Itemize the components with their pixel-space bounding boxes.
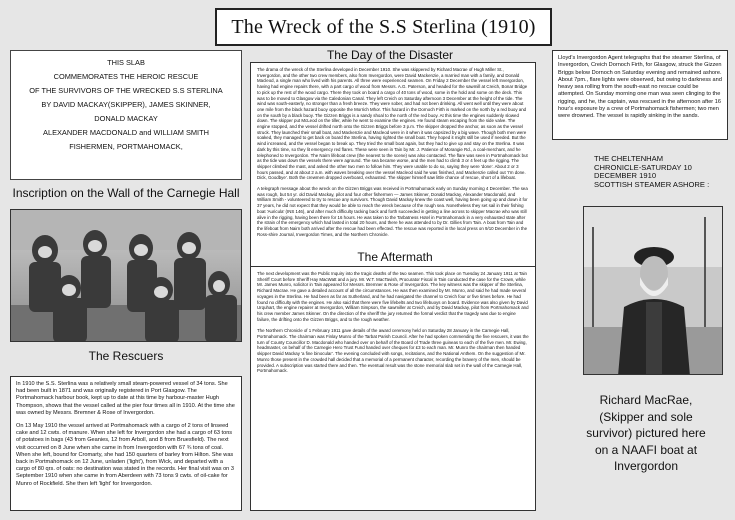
aftermath-text	[250, 266, 536, 511]
slab-line: ALEXANDER MACDONALD and WILLIAM SMITH	[43, 128, 209, 137]
slab-line: BY DAVID MACKAY(SKIPPER), JAMES SKINNER,	[41, 100, 211, 109]
chronicle-line: SCOTTISH STEAMER ASHORE :	[594, 179, 710, 189]
caption-line: Invergordon	[613, 459, 679, 473]
inscription-caption: Inscription on the Wall of the Carnegie Hall	[12, 186, 240, 200]
slab-line: THIS SLAB	[107, 58, 145, 67]
caption-line: on a NAAFI boat at	[594, 442, 698, 457]
rescuers-text	[10, 376, 242, 511]
page-title: The Wreck of the S.S Sterlina (1910)	[215, 8, 552, 46]
caption-line: (Skipper and sole	[599, 409, 693, 424]
macrae-caption	[560, 392, 732, 475]
chronicle-line: THE CHELTENHAM	[594, 154, 664, 163]
rescuers-heading: The Rescuers	[88, 349, 164, 363]
slab-line: OF THE SURVIVORS OF THE WRECKED S.S STERLINA	[29, 86, 223, 95]
slab-line: FISHERMEN, PORTMAHOMACK,	[69, 142, 183, 151]
slab-inscription	[10, 50, 242, 180]
paragraph: The drama of the wreck of the Sterlina developed in December 1910. She was skippered by Richard Macrae of Hugh Miller St., Invergordon, and the other two crew members, also from Invergordon, were David Mackenzie, a married man with a family, and Donald Macleod, a single man who lived with his parents. All three were experienced seamen. On Friday 2 December the vessel left Invergordon, having had engine repairs there, with a part cargo of wood from Messrs. A.G. Paterson, and headed for the sawmill at Creich, Bonar Bridge to pick up the rest of the wood cargo. There they took on board a cargo of 40 tons of wood, some in the hold and some on the deck. This was to be moved to Glasgow via the Caledonian Canal. They left Creich on Saturday afternoon 3 December at the height of the tide. The wind was south-easterly, no stronger than a fresh breeze. They were sober, and had not been drinking. All went well until they were about one mile from the black hazard buoy opposite the Morrich Mhor. This hazard in the Dornoch Firth is marked on the north by a red buoy and on the south by a black buoy. The Gizzen Briggs is a sandy shoal to the north of the red buoy. At this time the engines suddenly slowed down. The skipper put McLeod on the tiller, while he went to examine the engines. He found steam escaping from the side valve. The engine stopped, and the vessel drifted north onto the Gizzen Briggs before 3 p.m. The skipper dropped the anchor, as soon as the vessel struck. They launched their small boat, and Mackenzie and Macleod were in it when it was capsized by a big wave. Though both men were soaked, they managed to get back on board the Sterlina, having righted the small boat. They hoped it might still be used if needed. But the wind increased, and the vessel began to break up. They tried the small boat again, but they had to give up and stay on the Sterlina. It was dark by this time, so they lit emergency red flares. These were seen in Tain by Mr. J. Patience of Morangie Rd., a coal-merchant, and he telephoned to Invergordon. The Nairn lifeboat crew (the nearest to the scene) was also contacted. The flare was seen in Portmahomack but as the tide was down the vessels there were aground. The sea became worse, and the men had to climb 3 or 4 feet up the rigging. The skipper climbed the mast, and asked the other two men to follow him. They were unable to do so, saying they were 'done'. About 2 or 3 hours passed, and at about 2 a.m. with waves breaking over the vessel Macleod said he was finished, and Mackenzie called out 'I'm done. Dick, Goodbye'. Both the crewmen dropped overboard, exhausted. The skipper himself saw little chance of rescue, short of a lifeboat.	[257, 67, 528, 181]
telegram-text: Lloyd's Invergordon Agent telegraphs that the steamer Sterlina, of Invergordon, Creich Dornoch Firth, for Glasgow, struck the Gizzen Briggs below Dornoch on Saturday evening and remained ashore. About 7pm., flare lights were observed, but owing to darkness and heavy sea rolling from the south-east no rescue could be attempted. On Sunday morning one man was seen clinging to the rigging, and he, the captain, was rescued in the afternoon after 16 hour's exposure by a crew of Portmahomack fishermen; two men were drowned. The vessel is rapidly sinking in the sands.	[552, 50, 728, 140]
chronicle-line: DECEMBER 1910	[594, 171, 657, 181]
paragraph: The next development was the Public Inquiry into the tragic deaths of the two seamen. This took place on Tuesday 24 January 1911 at Tain Sheriff Court before Sheriff Hay MacWatt and a jury. Mr. W.T. MacTavish, Procurator Fiscal in Tain conducted the case for the Crown, while Mr. James Munro, solicitor in Tain appeared for Messrs. Bremner & Rose of Invergordon. The key witness was the skipper of the Sterlina, Richard Macrae. He gave a detailed account of all the circumstances. He was then examined by Mr. Munro, and said he had made several voyages in the Sterlina. He had been as far as Sutherland, and he had navigated the channel to Creich four or five times before. He had found no difficulty with the engines. He also said that there were five lifebelts and two lifebuoys on board. Evidence was also given by David Urquhart, the engine repairer at Invergordon, William Simpson, the sawmiller at Creich, and by David Mackay, pilot from Portmahomack and his crew member James Skinner. On the direction of the sheriff the jury returned the formal verdict that the tragedy was due to engine failure, the drifting onto the Gizzen Briggs, and to the rough weather.	[257, 271, 529, 322]
slab-line: COMMEMORATES THE HEROIC RESCUE	[53, 72, 199, 81]
paragraph: On 13 May 1910 the vessel arrived at Portmahomack with a cargo of 2 tons of linseed cake and 12 cwts. of manure. When she left for Invergordon she had a cargo of 63 tons of potatoes in bags (43 from Geanies, 12 from Arboll, and 8 from Bruesfield). The next visit occurred on 8 June when she came in from Invergordon with 67 ¾ tons of coal. When she left, bound for Cromarty, she had 150 quarters of barley from Hilton. She was back in Portmahomack on 12 June, unladen ('light'), from Wick, and departed with a cargo of 80 qrs. of oats: no destination was stated in the records. Her final visit was on 3 September 1910 when she came in from Aberdeen with 73 tons 9 cwts. of oil-cake for Munro of Rockfield. She then left 'light' for Invergordon.	[16, 423, 234, 487]
chronicle-heading	[594, 155, 724, 189]
paragraph: A telegraph message about the wreck on the Gizzen Briggs was received in Portmahomack early on Sunday morning 4 December. The sea was rough, but 54 yr. old David Mackay, pilot and four other fishermen — James Skinner, Donald Mackay, Alexander Macdonald, and William Smith - volunteered to try to rescue any survivors. Though David Mackay knew the coast well, having been going up and down it for 37 years, he did not expect that they would be able to reach the wreck because of the rough sea. Nonetheless they set sail in their fishing boat 'Auricula' (INS 146), and after much difficulty tacking back and forth succeeded in getting a line across to skipper Macrae who was still alive in the rigging, having been there for 16 hours. He was taken to the Tarbatness Hotel in Portmahomack in a very exhausted state after the strain of the emergency which had lasted in total 20 hours, and there he was attended to by Dr. Gillies from Tain. A boat from Tain and the lifeboat from Nairn both arrived after the rescue had been effected. The rescue was reported in the local press on 9/10 December in the Ross-shire Journal, Invergordon Times, and the Northern Chronicle.	[257, 186, 528, 237]
macrae-photo	[583, 206, 723, 375]
paragraph: In 1910 the S.S. Sterlina was a relatively small steam-powered vessel of 34 tons. She had been built in 1871 and was originally registered in Port Glasgow. The Portmahomack harbour book, kept up to date at this time by harbour-master Hugh Thompson, shows that the vessel called at the pier four times all in 1910. At the time she was owned by Messrs. Bremner & Rose of Invergordon.	[16, 381, 235, 416]
paragraph: The Northern Chronicle of 1 February 1911 gave details of the award ceremony held on Saturday 28 January in the Carnegie Hall, Portmahomack. The chairman was Finlay Munro of the Tarbat Parish Council. After he had spoken commending the five rescuers, it was the turn of County Councillor D. Macdonald who handed over on behalf of the Board of Trade three guineas to each of the five men. Mr. Ewing, headmaster, on behalf of the Carnegie Hero Trust Fund handed over cheques for £3 to each man. Mr. Munro the chairman then handed skipper David Mackay 'a fine binocular'. The evening concluded with songs, recitations, and the National Anthem. On the suggestion of Mr. Munro those present in the crowded hall decided that a memorial of a permanent character, recording the bravery of the men, should be provided. A subscription was started there and then. The eventual result was the stone memorial slab set in the wall of the Carnegie Hall, Portmahomack.	[257, 328, 529, 374]
caption-line: survivor) pictured here	[586, 426, 706, 440]
rescuers-photo	[10, 209, 242, 342]
slab-line: DONALD MACKAY	[94, 114, 158, 123]
chronicle-line: CHRONICLE-SATURDAY 10	[594, 162, 692, 172]
day-heading: The Day of the Disaster	[326, 48, 454, 62]
aftermath-heading: The Aftermath	[357, 250, 433, 264]
caption-line: Richard MacRae,	[599, 393, 693, 407]
